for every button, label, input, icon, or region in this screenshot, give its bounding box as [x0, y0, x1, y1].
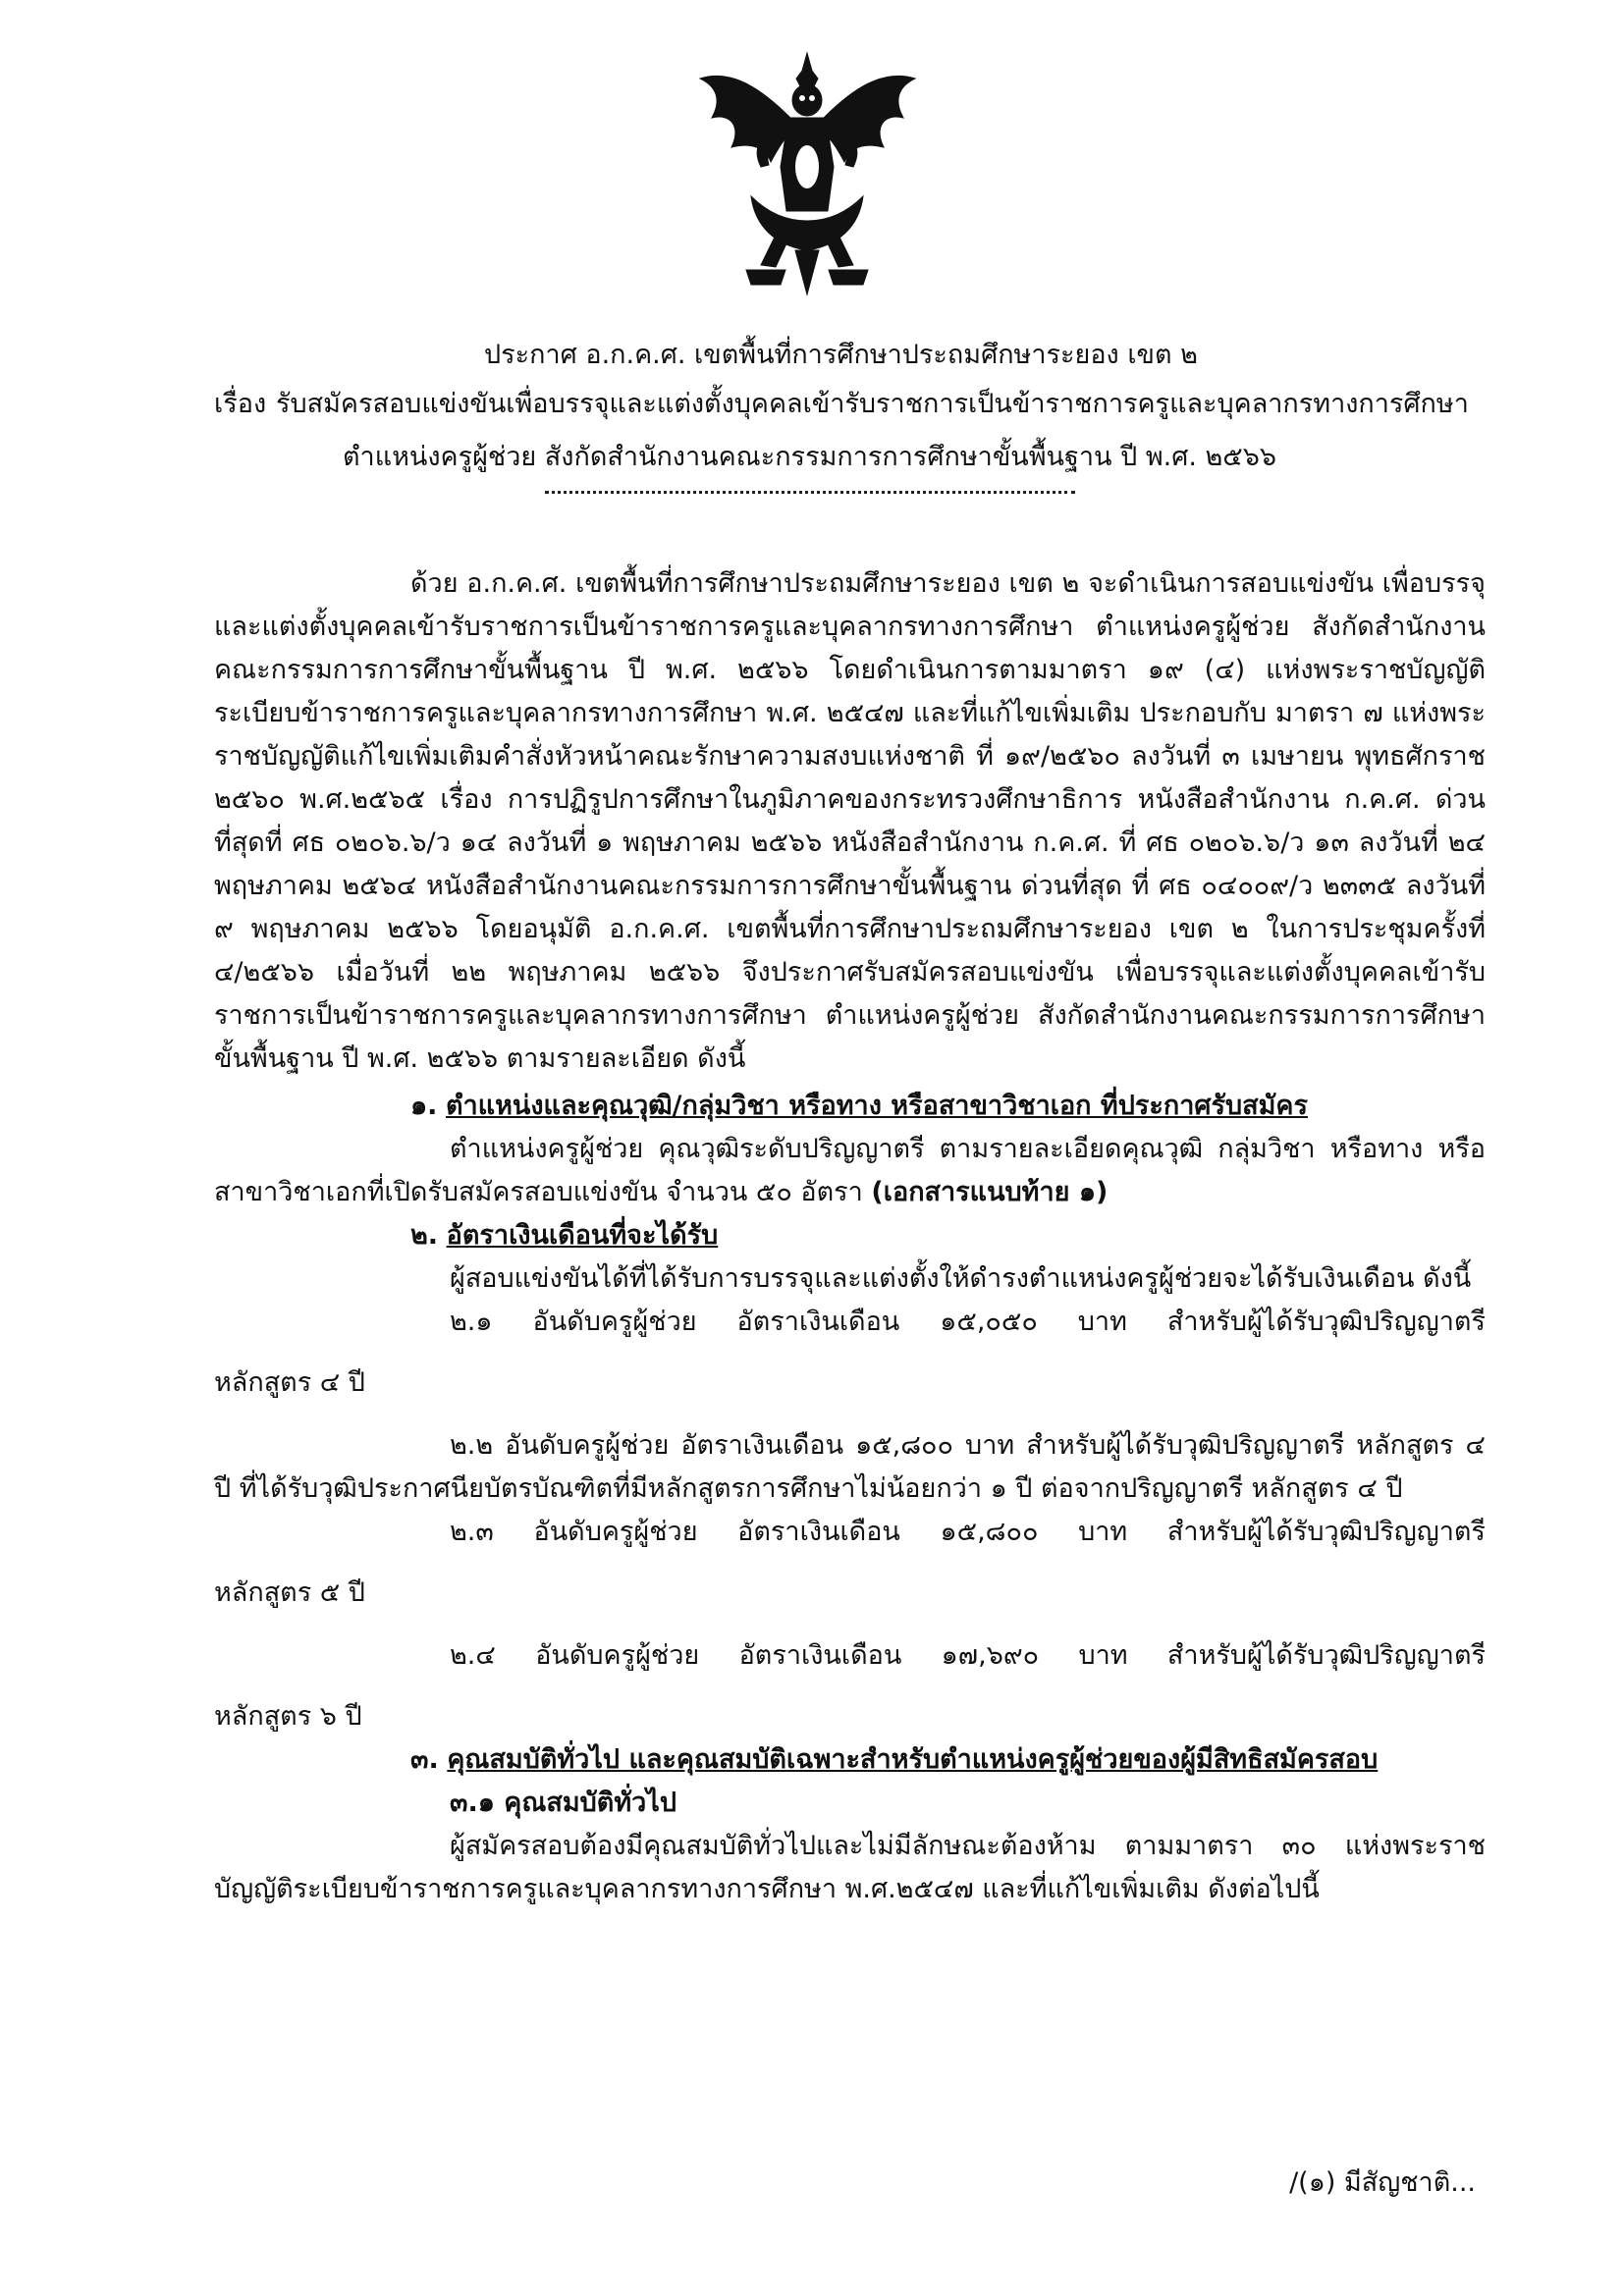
document-body: [214, 562, 1486, 1911]
salary-item-2-2: ๒.๒ อันดับครูผู้ช่วย อัตราเงินเดือน ๑๕,๘๐๐ บาท สำหรับผู้ได้รับวุฒิปริญญาตรี หลักสูตร ๔ ปี ที่ได้รับวุฒิประกาศนียบัตรบัณฑิตที่มีหลักสูตรการศึกษาไม่น้อยกว่า ๑ ปี ต่อจากปริญญาตรี หลักสูตร ๔ ปี: [214, 1430, 1486, 1504]
section-2-intro: ผู้สอบแข่งขันได้ที่ได้รับการบรรจุและแต่งตั้งให้ดำรงตำแหน่งครูผู้ช่วยจะได้รับเงินเดือน ดังนี้: [450, 1263, 1472, 1294]
salary-item-2-3-tail: หลักสูตร ๕ ปี: [214, 1577, 365, 1608]
section-1-body: ตำแหน่งครูผู้ช่วย คุณวุฒิระดับปริญญาตรี ตามรายละเอียดคุณวุฒิ กลุ่มวิชา หรือทาง หรือสาขาวิชาเอกที่เปิดรับสมัครสอบแข่งขัน จำนวน ๕๐ อัตรา: [214, 1134, 1486, 1207]
section-1-number: ๑.: [410, 1091, 438, 1121]
garuda-emblem-icon: [692, 49, 923, 299]
section-2-heading: [214, 1214, 1486, 1257]
page-continuation: /(๑) มีสัญชาติ...: [1289, 2167, 1476, 2198]
section-3-heading: [214, 1738, 1486, 1782]
section-1-heading: [214, 1085, 1486, 1128]
section-1-attachment-ref: (เอกสารแนบท้าย ๑): [871, 1177, 1109, 1207]
salary-item-2-1-tail: หลักสูตร ๔ ปี: [214, 1367, 365, 1398]
subject-label: เรื่อง: [214, 389, 267, 419]
dotted-divider: [545, 491, 1075, 494]
announcement-title: ประกาศ อ.ก.ค.ศ. เขตพื้นที่การศึกษาประถมศึกษาระยอง เขต ๒: [484, 340, 1198, 370]
section-3-title: คุณสมบัติทั่วไป และคุณสมบัติเฉพาะสำหรับตำแหน่งครูผู้ช่วยของผู้มีสิทธิสมัครสอบ: [447, 1744, 1379, 1775]
section-2-title: อัตราเงินเดือนที่จะได้รับ: [446, 1220, 719, 1251]
salary-item-2-1: ๒.๑ อันดับครูผู้ช่วย อัตราเงินเดือน ๑๕,๐๕๐ บาท สำหรับผู้ได้รับวุฒิปริญญาตรี: [450, 1307, 1486, 1337]
section-3-1-heading: ๓.๑ คุณสมบัติทั่วไป: [450, 1788, 677, 1818]
section-2-number: ๒.: [410, 1220, 439, 1251]
salary-item-2-4-tail: หลักสูตร ๖ ปี: [214, 1701, 362, 1732]
subject-line-1: รับสมัครสอบแข่งขันเพื่อบรรจุและแต่งตั้งบุคคลเข้ารับราชการเป็นข้าราชการครูและบุคลากรทางการศึกษา: [276, 389, 1469, 419]
intro-paragraph: ด้วย อ.ก.ค.ศ. เขตพื้นที่การศึกษาประถมศึกษาระยอง เขต ๒ จะดำเนินการสอบแข่งขัน เพื่อบรรจุและแต่งตั้งบุคคลเข้ารับราชการเป็นข้าราชการครูและบุคลากรทางการศึกษา ตำแหน่งครูผู้ช่วย สังกัดสำนักงานคณะกรรมการการศึกษาขั้นพื้นฐาน ปี พ.ศ. ๒๕๖๖ โดยดำเนินการตามมาตรา ๑๙ (๔) แห่งพระราชบัญญัติระเบียบข้าราชการครูและบุคลากรทางการศึกษา พ.ศ. ๒๕๔๗ และที่แก้ไขเพิ่มเติม ประกอบกับ มาตรา ๗ แห่งพระราชบัญญัติแก้ไขเพิ่มเติมคำสั่งหัวหน้าคณะรักษาความสงบแห่งชาติ ที่ ๑๙/๒๕๖๐ ลงวันที่ ๓ เมษายน พุทธศักราช ๒๕๖๐ พ.ศ.๒๕๖๕ เรื่อง การปฏิรูปการศึกษาในภูมิภาคของกระทรวงศึกษาธิการ หนังสือสำนักงาน ก.ค.ศ. ด่วนที่สุดที่ ศธ ๐๒๐๖.๖/ว ๑๔ ลงวันที่ ๑ พฤษภาคม ๒๕๖๖ หนังสือสำนักงาน ก.ค.ศ. ที่ ศธ ๐๒๐๖.๖/ว ๑๓ ลงวันที่ ๒๔ พฤษภาคม ๒๕๖๔ หนังสือสำนักงานคณะกรรมการการศึกษาขั้นพื้นฐาน ด่วนที่สุด ที่ ศธ ๐๔๐๐๙/ว ๒๓๓๕ ลงวันที่ ๙ พฤษภาคม ๒๕๖๖ โดยอนุมัติ อ.ก.ค.ศ. เขตพื้นที่การศึกษาประถมศึกษาระยอง เขต ๒ ในการประชุมครั้งที่ ๔/๒๕๖๖ เมื่อวันที่ ๒๒ พฤษภาคม ๒๕๖๖ จึงประกาศรับสมัครสอบแข่งขัน เพื่อบรรจุและแต่งตั้งบุคคลเข้ารับราชการเป็นข้าราชการครูและบุคลากรทางการศึกษา ตำแหน่งครูผู้ช่วย สังกัดสำนักงานคณะกรรมการการศึกษาขั้นพื้นฐาน ปี พ.ศ. ๒๕๖๖ ตามรายละเอียด ดังนี้: [214, 568, 1486, 1074]
section-3-number: ๓.: [410, 1744, 439, 1775]
subject-line-2: ตำแหน่งครูผู้ช่วย สังกัดสำนักงานคณะกรรมการการศึกษาขั้นพื้นฐาน ปี พ.ศ. ๒๕๖๖: [343, 442, 1277, 472]
salary-item-2-4: ๒.๔ อันดับครูผู้ช่วย อัตราเงินเดือน ๑๗,๖๙๐ บาท สำหรับผู้ได้รับวุฒิปริญญาตรี: [450, 1640, 1486, 1671]
salary-item-2-3: ๒.๓ อันดับครูผู้ช่วย อัตราเงินเดือน ๑๕,๘๐๐ บาท สำหรับผู้ได้รับวุฒิปริญญาตรี: [450, 1517, 1486, 1547]
section-1-text: [214, 1128, 1486, 1214]
section-1-title: ตำแหน่งและคุณวุฒิ/กลุ่มวิชา หรือทาง หรือสาขาวิชาเอก ที่ประกาศรับสมัคร: [446, 1091, 1308, 1121]
section-3-1-text: ผู้สมัครสอบต้องมีคุณสมบัติทั่วไปและไม่มีลักษณะต้องห้าม ตามมาตรา ๓๐ แห่งพระราชบัญญัติระเบียบข้าราชการครูและบุคลากรทางการศึกษา พ.ศ.๒๕๔๗ และที่แก้ไขเพิ่มเติม ดังต่อไปนี้: [214, 1831, 1486, 1904]
